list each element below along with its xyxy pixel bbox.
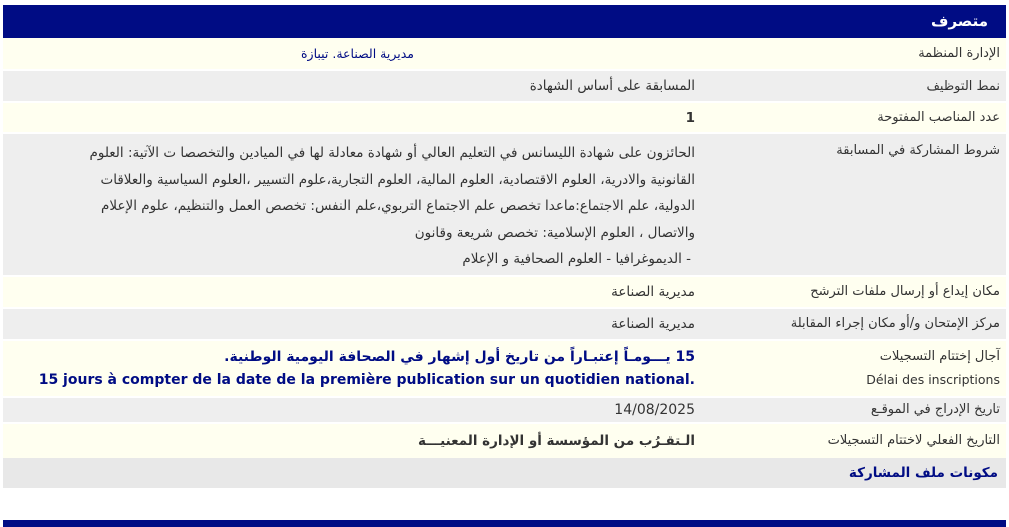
job-offer-panel xyxy=(3,5,1006,527)
row-exam-center xyxy=(3,308,1006,340)
row-file-deposit xyxy=(3,276,1006,308)
file-deposit-value: مديرية الصناعة xyxy=(3,276,703,308)
bottom-bar xyxy=(3,520,1006,527)
conditions-line: والاتصال ، العلوم الإسلامية: تخصص شريعة وقانون xyxy=(414,224,695,241)
posting-date-value: 14/08/2025 xyxy=(3,397,703,423)
row-recruitment-mode xyxy=(3,70,1006,102)
organizer-label: الإدارة المنظمة xyxy=(703,38,1006,70)
posting-date-label: تاريخ الإدراج في الموقـع xyxy=(703,397,1006,423)
conditions-line: الحائزون على شهادة الليسانس في التعليم العالي أو شهادة معادلة لها في الميادين والتخصصا ت الآتية: العلوم xyxy=(89,145,695,161)
row-open-positions xyxy=(3,102,1006,133)
actual-closing-label: التاريخ الفعلي لاختتام التسجيلات xyxy=(703,423,1006,458)
row-posting-date xyxy=(3,397,1006,423)
recruitment-mode-value: المسابقة على أساس الشهادة xyxy=(3,70,703,102)
row-registration-deadline xyxy=(3,340,1006,397)
registration-deadline-fr: 15 jours à compter de la date de la première publication sur un quotidien national. xyxy=(38,371,695,388)
exam-center-label: مركز الإمتحان و/أو مكان إجراء المقابلة xyxy=(703,308,1006,340)
conditions-value xyxy=(3,133,703,276)
registration-deadline-label-ar: آجال إختتام التسجيلات xyxy=(879,349,1000,364)
registration-deadline-value xyxy=(3,340,703,397)
recruitment-mode-label: نمط التوظيف xyxy=(703,70,1006,102)
conditions-line: الدولية، علم الاجتماع:ماعدا تخصص علم الاجتماع التربوي،علم النفس: تخصص العمل والتنظيم، علوم الإعلام xyxy=(101,198,695,214)
job-title-bar: متصرف xyxy=(3,5,1006,38)
row-actual-closing-date xyxy=(3,423,1006,458)
conditions-line: - الديموغرافيا - العلوم الصحافية و الإعلام xyxy=(462,251,691,267)
registration-deadline-label xyxy=(703,340,1006,397)
organizer-link[interactable]: مديرية الصناعة. تيبازة xyxy=(300,45,414,61)
file-deposit-label: مكان إيداع أو إرسال ملفات الترشح xyxy=(703,276,1006,308)
open-positions-label: عدد المناصب المفتوحة xyxy=(703,102,1006,133)
actual-closing-value: الـتقـرُب من المؤسسة أو الإدارة المعنيـــة xyxy=(3,423,703,458)
registration-deadline-label-fr: Délai des inscriptions xyxy=(866,372,1000,387)
exam-center-value: مديرية الصناعة xyxy=(3,308,703,340)
row-conditions xyxy=(3,133,1006,276)
conditions-line: القانونية والادرية، العلوم الاقتصادية، العلوم المالية، العلوم التجارية،علوم التسيير ،العلوم السياسية والعلاقات xyxy=(100,171,695,188)
row-organizer xyxy=(3,38,1006,70)
job-details-table xyxy=(3,38,1006,458)
registration-deadline-ar: 15 يـــومـاً إعتبـاراً من تاريخ أول إشهار في الصحافة اليومية الوطنية. xyxy=(224,348,695,365)
conditions-label: شروط المشاركة في المسابقة xyxy=(703,133,1006,276)
open-positions-value: 1 xyxy=(3,102,703,133)
participation-file-section-header: مكونات ملف المشاركة xyxy=(3,458,1006,488)
